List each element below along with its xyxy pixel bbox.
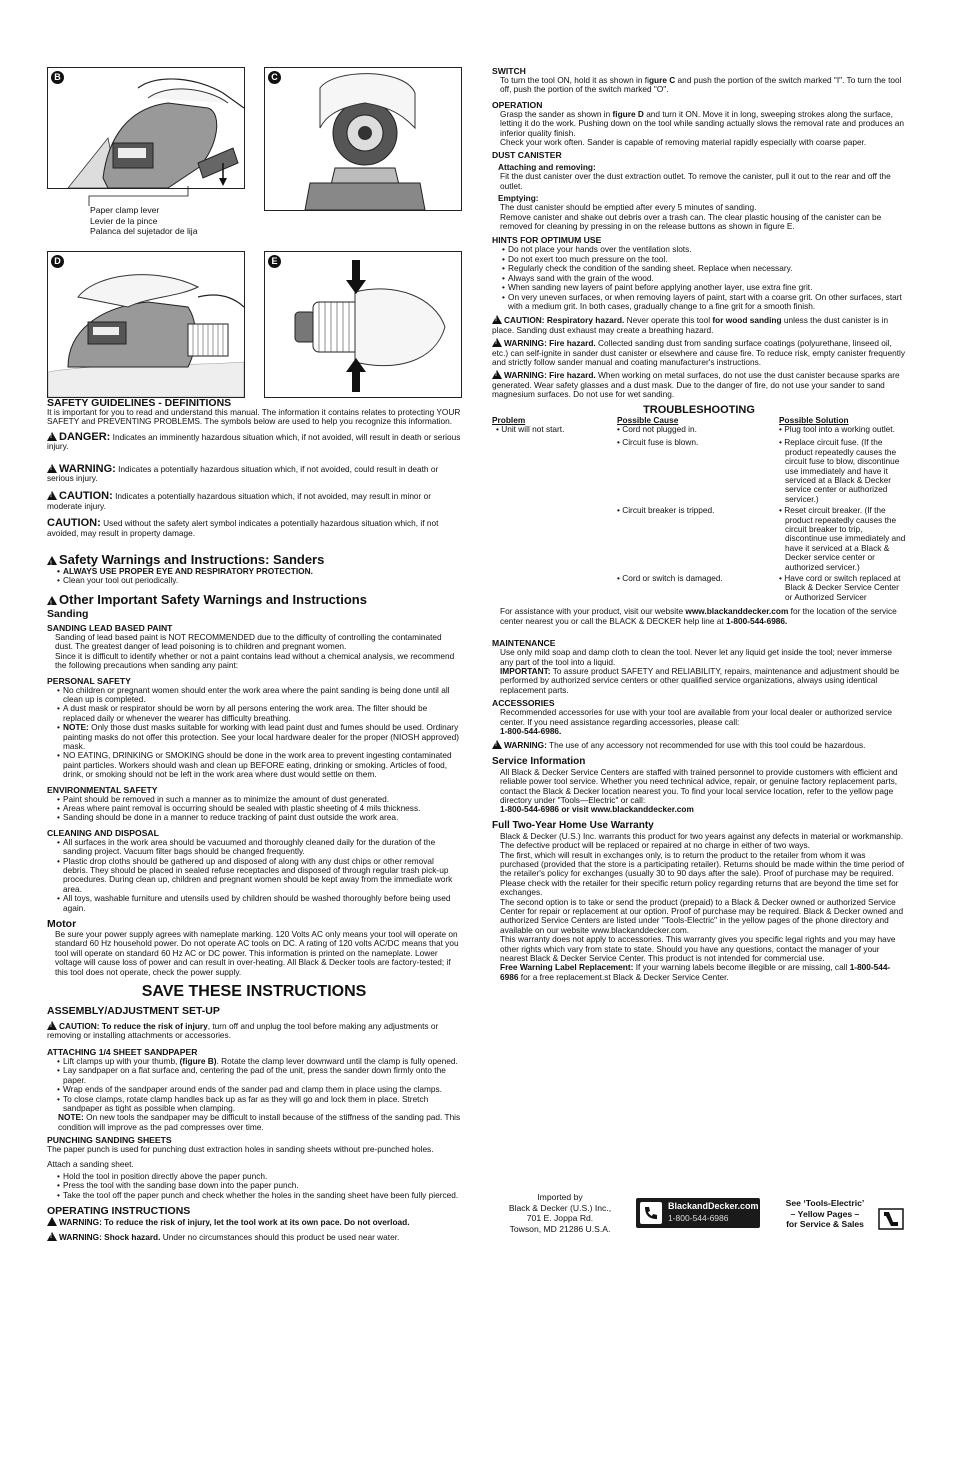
table-row xyxy=(492,506,906,574)
list-item: • Plastic drop cloths should be gathered up and disposed of along with any dust chips or other removal debris. They should be placed in sealed refuse receptacles and disposed of through regular trash pick-up procedures. During clean up, children and pregnant women should be kept away from the immediate work area. xyxy=(47,857,461,895)
warranty-text-3: The second option is to take or send the product (prepaid) to a Black & Decker owned or authorized Service Center for repair or replacement at our option. Proof of purchase may be required. Black & Decker owned and authorized Service Centers are listed under "Tools-Electric" in the yellow pages of the phone directory and available on our website www.blackanddecker.com. xyxy=(500,896,904,935)
troubleshooting-title: TROUBLESHOOTING xyxy=(643,403,755,416)
table-row xyxy=(492,438,906,506)
figure-tag: C xyxy=(268,71,281,84)
danger-definition: !DANGER: Indicates an imminently hazardous situation which, if not avoided, will result in death or serious injury. xyxy=(47,432,461,452)
list-item: • Lay sandpaper on a flat surface and, centering the pad of the unit, press the sander down firmly onto the paper. xyxy=(47,1066,461,1085)
figure-b-caption: Paper clamp lever Levier de la pince Palanca del sujetador de lija xyxy=(90,205,198,236)
lead-paint-text-2: Since it is difficult to identify whether or not a paint contains lead without a chemical analysis, we recommend the following precautions when sanding any paint: xyxy=(55,650,455,671)
list-item: • ALWAYS USE PROPER EYE AND RESPIRATORY PROTECTION. xyxy=(47,567,461,576)
warning-triangle-icon xyxy=(47,1232,57,1241)
dust-attach-title: Attaching and removing: xyxy=(498,162,596,173)
environmental-safety-list xyxy=(47,795,461,823)
dust-attach-text: Fit the dust canister over the dust extraction outlet. To remove the canister, pull it out to the rear and off the outlet. xyxy=(500,171,891,191)
accessories-title: ACCESSORIES xyxy=(492,698,555,709)
service-title: Service Information xyxy=(492,755,586,767)
punching-text: The paper punch is used for punching dust extraction holes in sanding sheets without pre-punched holes. xyxy=(47,1144,434,1155)
assembly-title: ASSEMBLY/ADJUSTMENT SET-UP xyxy=(47,1005,220,1018)
importer-address: Imported by Black & Decker (U.S.) Inc., 701 E. Joppa Rd. Towson, MD 21286 U.S.A. xyxy=(508,1192,612,1234)
figure-tag: B xyxy=(51,71,64,84)
yellow-pages-note: See ‘Tools-Electric’ – Yellow Pages – for Service & Sales xyxy=(785,1198,865,1229)
operation-title: OPERATION xyxy=(492,99,543,110)
warning-triangle-icon xyxy=(47,464,57,473)
cause-cell: • Circuit fuse is blown. xyxy=(617,437,699,448)
hints-title: HINTS FOR OPTIMUM USE xyxy=(492,235,602,246)
warranty-text-4: This warranty does not apply to accessories. This warranty gives you specific legal rights and you may have other rights which vary from state to state. Should you have any questions, contact the manager of your nearest Black & Decker Service Center. This product is not intended for commercial use. xyxy=(500,934,896,964)
solution-cell: • Reset circuit breaker. (If the product repeatedly causes the circuit breaker to trip, discontinue use immediately and have it serviced at a Black & Decker service center or authorized servicer.) xyxy=(779,505,906,572)
operation-text-2: Check your work often. Sander is capable of removing material rapidly especially with coarse paper. xyxy=(500,137,867,148)
list-item: • NO EATING, DRINKING or SMOKING should be done in the work area to prevent ingesting contaminated paint particles. Workers should wash and clean up BEFORE eating, drinking or smoking. Articles of food, drink, or smoking should not be left in the work area where dust would settle on them. xyxy=(47,751,461,779)
column-header: Possible Solution xyxy=(779,414,849,425)
service-phone: 1-800-544-6986 or visit www.blackanddecker.com xyxy=(500,804,694,815)
save-instructions-title: SAVE THESE INSTRUCTIONS xyxy=(141,983,367,1001)
list-item: • Take the tool off the paper punch and check whether the holes in the sanding sheet have been fully pierced. xyxy=(47,1191,461,1200)
list-item: • Do not place your hands over the ventilation slots. xyxy=(492,245,906,254)
respiratory-caution: !CAUTION: Respiratory hazard. Never operate this tool for wood sanding unless the dust canister is in place. Sanding dust exhaust may create a breathing hazard. xyxy=(492,315,906,335)
warning-triangle-icon xyxy=(47,1021,57,1030)
warranty-text-2: The first, which will result in exchanges only, is to return the product to the retailer from whom it was purchased (provided that the store is a participating retailer). Returns should be made within the time period of the retailer's policy for exchanges (usually 30 to 90 days after the sale). Proof of purchase may be required. Please check with the retailer for their specific return policy regarding returns that are beyond the time set for exchanges. xyxy=(500,849,904,898)
solution-cell: • Replace circuit fuse. (If the product repeatedly causes the circuit fuse to blow, discontinue use immediately and have it serviced at a Black & Decker service center or authorized servicer.) xyxy=(779,437,900,504)
accessories-warning: !WARNING: The use of any accessory not recommended for use with this tool could be hazardous. xyxy=(492,740,906,750)
motor-title: Motor xyxy=(47,918,77,931)
list-item: • When sanding new layers of paint before applying another layer, use extra fine grit. xyxy=(492,283,906,292)
personal-safety-title: PERSONAL SAFETY xyxy=(47,675,131,686)
caption-leader-line xyxy=(88,186,198,208)
sander-grip-illustration xyxy=(48,252,244,397)
dust-canister-title: DUST CANISTER xyxy=(492,150,562,161)
warning-triangle-icon xyxy=(492,338,502,347)
maintenance-title: MAINTENANCE xyxy=(492,638,556,649)
punching-attach: Attach a sanding sheet. xyxy=(47,1158,134,1169)
yellow-pages-icon xyxy=(878,1208,904,1230)
list-item: • All toys, washable furniture and utensils used by children should be washed thoroughly before being used again. xyxy=(47,894,461,913)
warning-triangle-icon xyxy=(47,432,57,441)
figure-e xyxy=(264,251,462,398)
punching-list xyxy=(47,1172,461,1200)
list-item: • Always sand with the grain of the wood. xyxy=(492,274,906,283)
operation-text: Grasp the sander as shown in figure D and turn it ON. Move it in long, sweeping strokes along the surface, letting it do the work. Pushing down on the tool while sanding actually slows the removal rate and produces an inferior quality finish. xyxy=(500,108,905,138)
operating-warning-overload: !WARNING: To reduce the risk of injury, let the tool work at its own pace. Do not overload. xyxy=(47,1217,461,1227)
problem-cell xyxy=(492,574,617,602)
other-warnings-title: !Other Important Safety Warnings and Instructions xyxy=(47,592,461,607)
warning-definition: !WARNING: Indicates a potentially hazardous situation which, if not avoided, could result in death or serious injury. xyxy=(47,464,461,484)
sander-switch-illustration xyxy=(265,68,461,210)
switch-title: SWITCH xyxy=(492,66,526,76)
safety-definitions-title: SAFETY GUIDELINES - DEFINITIONS xyxy=(47,397,232,409)
solution-cell: • Plug tool into a working outlet. xyxy=(779,423,895,434)
footer xyxy=(492,1192,906,1238)
sanding-title: Sanding xyxy=(47,607,89,620)
attaching-note: NOTE: On new tools the sandpaper may be difficult to install because of the stiffness of the sanding pad. This condition will improve as the pad compresses over time. xyxy=(58,1112,461,1132)
list-item: • Do not exert too much pressure on the tool. xyxy=(492,255,906,264)
operating-instructions-title: OPERATING INSTRUCTIONS xyxy=(47,1205,191,1218)
figure-c xyxy=(264,67,462,211)
cause-cell: • Circuit breaker is tripped. xyxy=(617,505,715,516)
caution-definition: !CAUTION: Indicates a potentially hazardous situation which, if not avoided, may result in minor or moderate injury. xyxy=(47,491,461,511)
sanders-warnings-list xyxy=(47,567,461,586)
service-text: All Black & Decker Service Centers are staffed with trained personnel to provide customers with efficient and reliable power tool service. Whether you need technical advice, repair, or genuine factory replacement parts, contact the Black & Decker location nearest you. To find your local service location, refer to the yellow page directory under "Tools—Electric" or call: xyxy=(500,766,898,805)
motor-text: Be sure your power supply agrees with nameplate marking. 120 Volts AC only means your tool will operate on standard 60 Hz household power. Do not operate AC tools on DC. A rating of 120 volts AC/DC means that you tool will operate on standard 60 Hz AC or DC power. This information is printed on the nameplate. Lower voltage will cause loss of power and can result in over-heating. All Black & Decker tools are factory-tested; if this tool does not operate, check the power supply. xyxy=(55,929,459,977)
cause-cell: • Cord not plugged in. xyxy=(617,423,697,434)
warning-triangle-icon xyxy=(492,740,502,749)
free-label-replacement: Free Warning Label Replacement: If your warning labels become illegible or are missing, call 1-800-544-6986 for a free replacement.st Black & Decker Service Center. xyxy=(500,962,891,982)
fire-warning-2: !WARNING: Fire hazard. When working on metal surfaces, do not use the dust canister because sparks are generated. Wear safety glasses and a dust mask. Due to the danger of fire, do not use your sander to sand magnesium surfaces. Do not use for wet sanding. xyxy=(492,370,906,399)
problem-cell xyxy=(492,506,617,574)
list-item: • Hold the tool in position directly above the paper punch. xyxy=(47,1172,461,1181)
brand-badge xyxy=(636,1198,760,1228)
assembly-caution: !CAUTION: To reduce the risk of injury, turn off and unplug the tool before making any adjustments or removing or installing attachments or accessories. xyxy=(47,1021,461,1041)
cause-cell: • Cord or switch is damaged. xyxy=(617,573,723,584)
right-column xyxy=(492,66,906,982)
list-item: • Clean your tool out periodically. xyxy=(47,576,461,585)
sanders-warnings-title: !Safety Warnings and Instructions: Sanders xyxy=(47,552,461,567)
warning-triangle-icon xyxy=(492,315,502,324)
problem-cell xyxy=(492,438,617,506)
list-item: • To close clamps, rotate clamp handles back up as far as they will go and lock them in place. Stretch sandpaper as tight as possible when clamping. xyxy=(47,1095,461,1114)
warning-triangle-icon xyxy=(47,1217,57,1226)
dust-empty-text-1: The dust canister should be emptied after every 5 minutes of sanding. xyxy=(500,202,757,213)
accessories-phone: 1-800-544-6986. xyxy=(500,725,562,736)
list-item: • Regularly check the condition of the sanding sheet. Replace when necessary. xyxy=(492,264,906,273)
assistance-text: For assistance with your product, visit our website www.blackanddecker.com for the location of the service center nearest you or call the BLACK & DECKER help line at 1-800-544-6986. xyxy=(500,606,897,626)
list-item: • Areas where paint removal is occurring should be sealed with plastic sheeting of 4 mils thickness. xyxy=(47,804,461,813)
list-item: • Sanding should be done in a manner to reduce tracking of paint dust outside the work area. xyxy=(47,813,461,822)
table-row xyxy=(492,574,906,602)
list-item: • A dust mask or respirator should be worn by all persons entering the work area. The filter should be replaced daily or whenever the wearer has difficulty breathing. xyxy=(47,704,461,723)
caution-property-definition: CAUTION: Used without the safety alert symbol indicates a potentially hazardous situation which, if not avoided, may result in property damage. xyxy=(47,517,439,538)
column-header: Problem xyxy=(492,414,526,425)
safety-definitions-text: It is important for you to read and understand this manual. The information it contains relates to protecting YOUR SAFETY and PREVENTING PROBLEMS. The symbols below are used to help you recognize this information. xyxy=(47,407,461,427)
personal-safety-list xyxy=(47,686,461,780)
lead-paint-title: SANDING LEAD BASED PAINT xyxy=(47,622,173,633)
cleaning-disposal-list xyxy=(47,838,461,913)
phone-logo-icon xyxy=(639,1201,663,1225)
fire-warning-1: !WARNING: Fire hazard. Collected sanding dust from sanding surface coatings (polyurethane, linseed oil, etc.) can self-ignite in sander dust canister or elsewhere and cause fire. To reduce risk, empty canister frequently and strictly follow sander manual and coating manufacturer's instructions. xyxy=(492,338,906,367)
brand-site: BlackandDecker.com xyxy=(668,1201,759,1211)
problem-cell: • Unit will not start. xyxy=(496,423,565,434)
warning-triangle-icon xyxy=(47,491,57,500)
maintenance-important: IMPORTANT: To assure product SAFETY and RELIABILITY, repairs, maintenance and adjustment should be performed by authorized service centers or other qualified service organizations, always using identical replacement parts. xyxy=(500,665,900,695)
figure-b xyxy=(47,67,245,189)
list-item: • No children or pregnant women should enter the work area where the paint sanding is being done until all clean up is completed. xyxy=(47,686,461,705)
attaching-sandpaper-title: ATTACHING 1/4 SHEET SANDPAPER xyxy=(47,1046,198,1057)
list-item: • Press the tool with the sanding base down into the paper punch. xyxy=(47,1181,461,1190)
operating-warning-shock: !WARNING: Shock hazard. Under no circumstances should this product be used near water. xyxy=(47,1232,461,1242)
warranty-text-1: Black & Decker (U.S.) Inc. warrants this product for two years against any defects in material or workmanship. The defective product will be replaced or repaired at no charge in either of two ways. xyxy=(500,830,904,851)
list-item: • NOTE: Only those dust masks suitable for working with lead paint dust and fumes should be used. Ordinary painting masks do not offer this protection. See your local hardware dealer for the proper (NIOSH approved) mask. xyxy=(47,723,461,751)
table-row xyxy=(492,425,906,438)
figure-d xyxy=(47,251,245,398)
list-item: • Wrap ends of the sandpaper around ends of the sander pad and clamp them in place using the clamps. xyxy=(47,1085,461,1094)
list-item: • Lift clamps up with your thumb, (figure B). Rotate the clamp lever downward until the clamp is fully opened. xyxy=(47,1057,461,1066)
list-item: • All surfaces in the work area should be vacuumed and thoroughly cleaned daily for the duration of the sanding project. Vacuum filter bags should be changed frequently. xyxy=(47,838,461,857)
figure-tag: E xyxy=(268,255,281,268)
warranty-title: Full Two-Year Home Use Warranty xyxy=(492,819,654,831)
environmental-safety-title: ENVIRONMENTAL SAFETY xyxy=(47,784,158,795)
punching-title: PUNCHING SANDING SHEETS xyxy=(47,1135,172,1146)
maintenance-text: Use only mild soap and damp cloth to clean the tool. Never let any liquid get inside the tool; never immerse any part of the tool into a liquid. xyxy=(500,647,893,667)
brand-phone: 1-800-544-6986 xyxy=(668,1213,729,1223)
warning-triangle-icon xyxy=(492,370,502,379)
hints-list xyxy=(492,245,906,311)
accessories-text: Recommended accessories for use with your tool are available from your local dealer or authorized service center. If you need assistance regarding accessories, please call: xyxy=(500,707,892,727)
sander-clamp-illustration xyxy=(48,68,244,188)
left-column xyxy=(47,398,461,1242)
lead-paint-text-1: Sanding of lead based paint is NOT RECOMMENDED due to the difficulty of controlling the contaminated dust. The greatest danger of lead poisoning is to children and pregnant women. xyxy=(55,631,442,652)
list-item: • Paint should be removed in such a manner as to minimize the amount of dust generated. xyxy=(47,795,461,804)
canister-release-illustration xyxy=(265,252,461,397)
dust-empty-text-2: Remove canister and shake out debris over a trash can. The clear plastic housing of the canister can be removed for cleaning by pressing in on the release buttons as shown in figure E. xyxy=(500,211,882,232)
troubleshooting-table xyxy=(492,416,906,603)
switch-text: To turn the tool ON, hold it as shown in figure C and push the portion of the switch marked "I". To turn the tool off, push the portion of the switch marked "O". xyxy=(500,75,902,95)
dust-empty-title: Emptying: xyxy=(498,193,539,204)
cleaning-disposal-title: CLEANING AND DISPOSAL xyxy=(47,827,159,838)
warning-triangle-icon xyxy=(47,596,57,605)
attaching-sandpaper-list xyxy=(47,1057,461,1113)
column-header: Possible Cause xyxy=(617,414,679,425)
warning-triangle-icon xyxy=(47,556,57,565)
figure-tag: D xyxy=(51,255,64,268)
solution-cell: • Have cord or switch replaced at Black & Decker Service Center or Authorized Servicer xyxy=(779,573,901,602)
list-item: • On very uneven surfaces, or when removing layers of paint, start with a coarse grit. On other surfaces, start with a medium grit. In both cases, gradually change to a fine grit for a smooth finish. xyxy=(492,293,906,312)
